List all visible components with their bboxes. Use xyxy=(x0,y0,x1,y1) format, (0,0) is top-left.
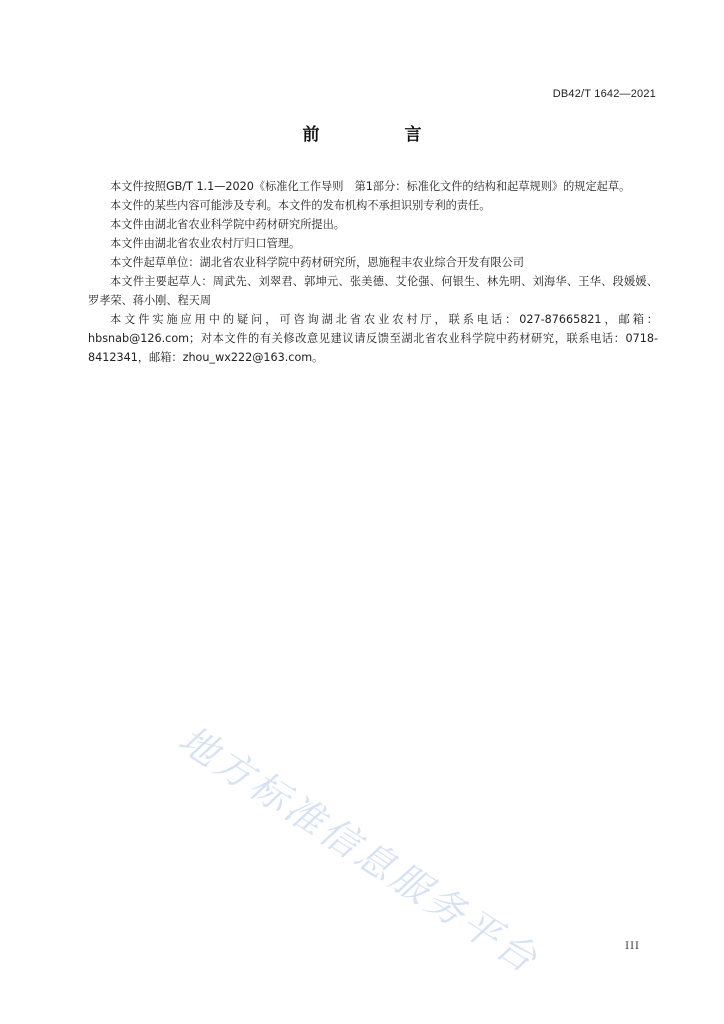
paragraph-drafting-units: 本文件起草单位：湖北省农业科学院中药材研究所，恩施程丰农业综合开发有限公司 xyxy=(110,256,524,269)
document-code: DB42/T 1642—2021 xyxy=(552,88,656,100)
paragraph-drafters: 本文件主要起草人：周武先、刘翠君、郭坤元、张美德、艾伦强、何银生、林先明、刘海华、王华、段媛媛、罗孝荣、蒋小刚、程天周 xyxy=(88,275,658,307)
watermark: 地方标准信息服务平台 xyxy=(171,716,548,983)
paragraph-proposer: 本文件由湖北省农业科学院中药材研究所提出。 xyxy=(110,218,345,231)
paragraph-administration: 本文件由湖北省农业农村厅归口管理。 xyxy=(110,237,301,250)
paragraph-contact: 本文件实施应用中的疑问，可咨询湖北省农业农村厅，联系电话：027-87665821，邮箱：hbsnab@126.com；对本文件的有关修改意见建议请反馈至湖北省农业科学院中药材研究，联系电话：0718-8412341，邮箱：zhou_wx222@163.com。 xyxy=(88,313,658,364)
section-title: 前 言 xyxy=(302,125,456,145)
paragraph-drafting-rules: 本文件按照GB/T 1.1—2020《标准化工作导则 第1部分：标准化文件的结构和起草规则》的规定起草。 xyxy=(110,180,631,193)
foreword-body xyxy=(88,177,658,367)
paragraph-patent-notice: 本文件的某些内容可能涉及专利。本文件的发布机构不承担识别专利的责任。 xyxy=(110,199,491,212)
page-number: III xyxy=(625,941,640,952)
